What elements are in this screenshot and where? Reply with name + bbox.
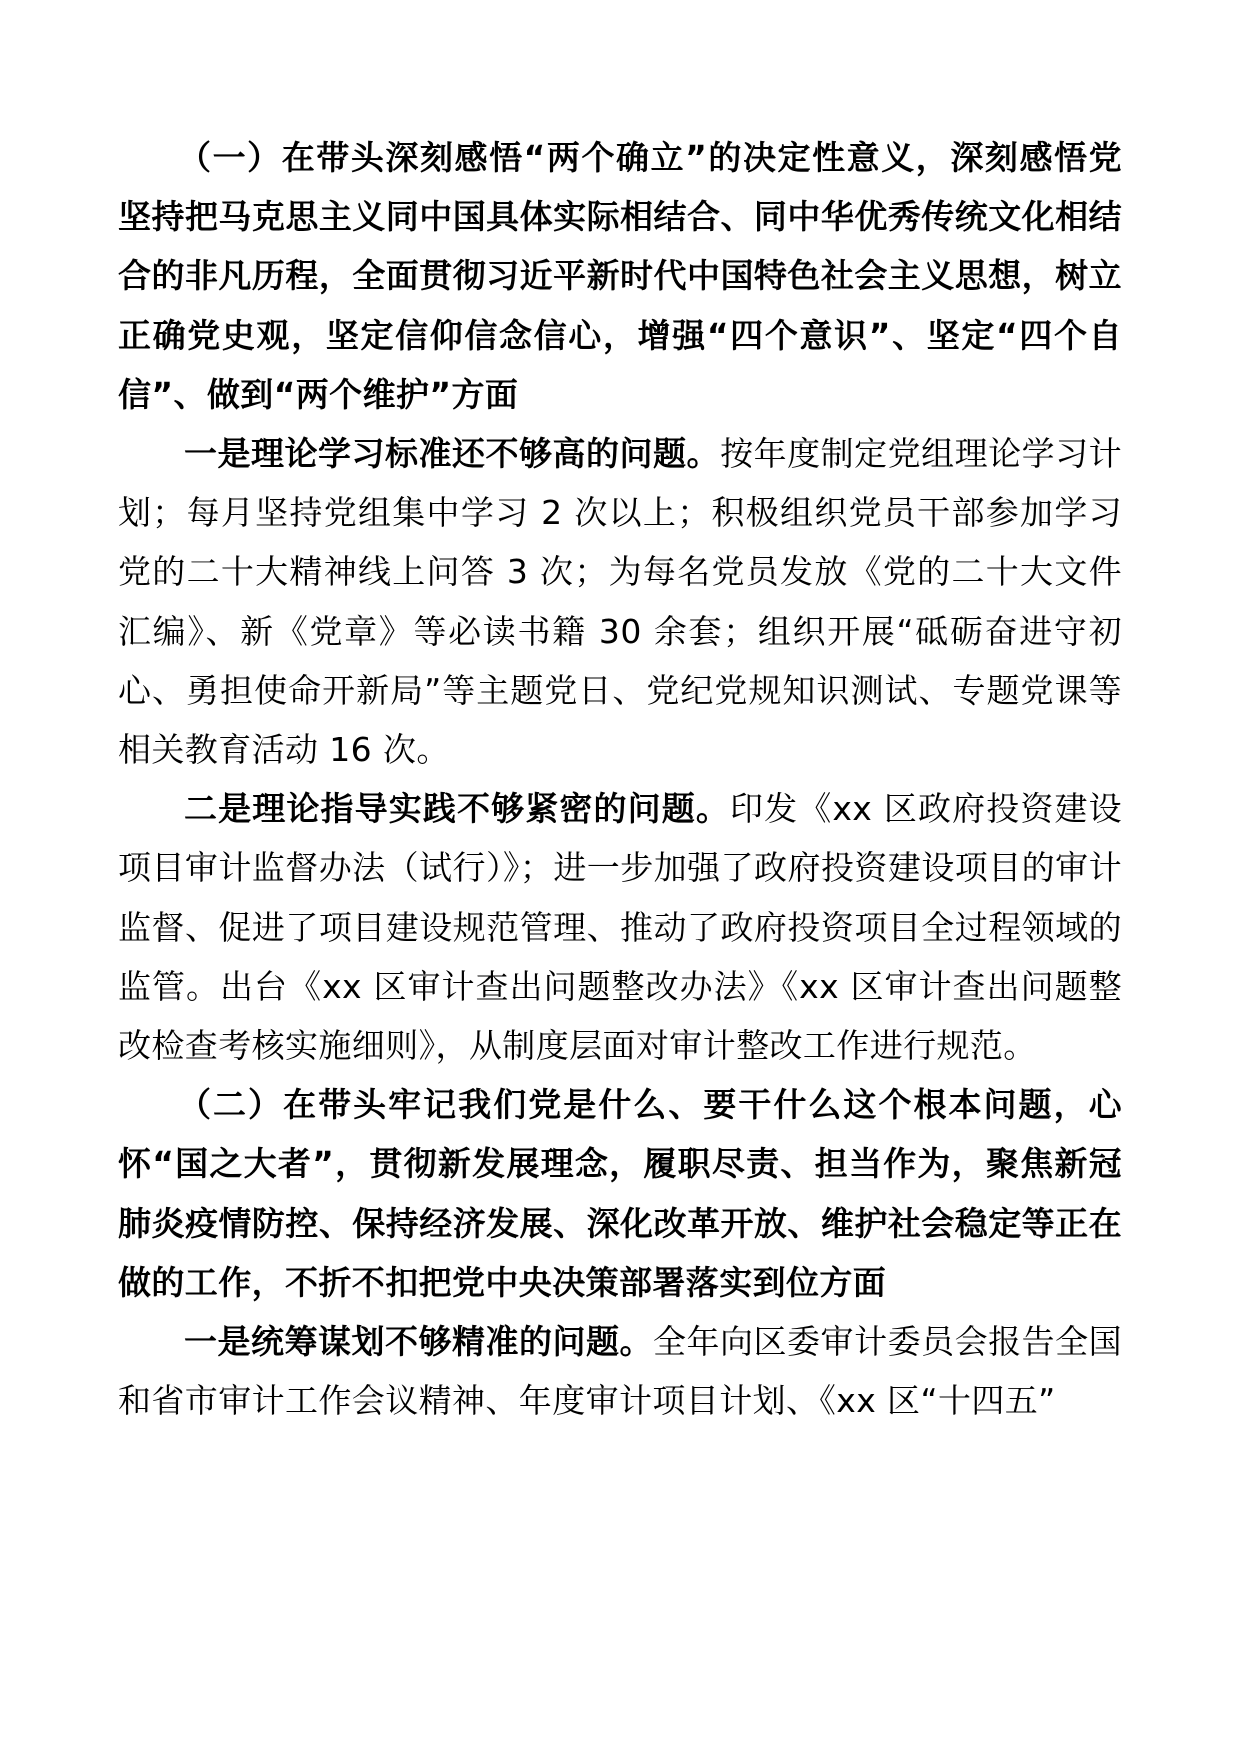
section-2-item-1 — [118, 1312, 1122, 1430]
section-1-heading: （一）在带头深刻感悟“两个确立”的决定性意义，深刻感悟党坚持把马克思主义同中国具体实际相结合、同中华优秀传统文化相结合的非凡历程，全面贯彻习近平新时代中国特色社会主义思想，树立正确党史观，坚定信仰信念信心，增强“四个意识”、坚定“四个自信”、做到“两个维护”方面 — [118, 138, 1122, 414]
section-2-heading: （二）在带头牢记我们党是什么、要干什么这个根本问题，心怀“国之大者”，贯彻新发展理念，履职尽责、担当作为，聚焦新冠肺炎疫情防控、保持经济发展、深化改革开放、维护社会稳定等正在做的工作，不折不扣把党中央决策部署落实到位方面 — [118, 1085, 1122, 1302]
section-1-item-2-lead: 二是理论指导实践不够紧密的问题。 — [184, 789, 730, 829]
section-1-item-2-body: 印发《xx 区政府投资建设项目审计监督办法（试行）》；进一步加强了政府投资建设项目的审计监督、促进了项目建设规范管理、推动了政府投资项目全过程领域的监管。出台《xx 区审计查出问题整改办法》《xx 区审计查出问题整改检查考核实施细则》，从制度层面对审计整改工作进行规范。 — [118, 789, 1122, 1066]
section-1-item-2 — [118, 779, 1122, 1075]
section-2-item-1-body: 全年向区委审计委员会报告全国和省市审计工作会议精神、年度审计项目计划、《xx 区“十四五” — [118, 1322, 1122, 1421]
section-2-item-1-lead: 一是统筹谋划不够精准的问题。 — [184, 1322, 654, 1362]
section-1-item-1-body: 按年度制定党组理论学习计划；每月坚持党组集中学习 2 次以上；积极组织党员干部参加学习党的二十大精神线上问答 3 次；为每名党员发放《党的二十大文件汇编》、新《党章》等必读书籍 30 余套；组织开展“砥砺奋进守初心、勇担使命开新局”等主题党日、党纪党规知识测试、专题党课等相关教育活动 16 次。 — [118, 434, 1122, 770]
document-page — [118, 128, 1122, 1430]
section-1-item-1-lead: 一是理论学习标准还不够高的问题。 — [184, 434, 721, 474]
section-1-item-1 — [118, 424, 1122, 779]
